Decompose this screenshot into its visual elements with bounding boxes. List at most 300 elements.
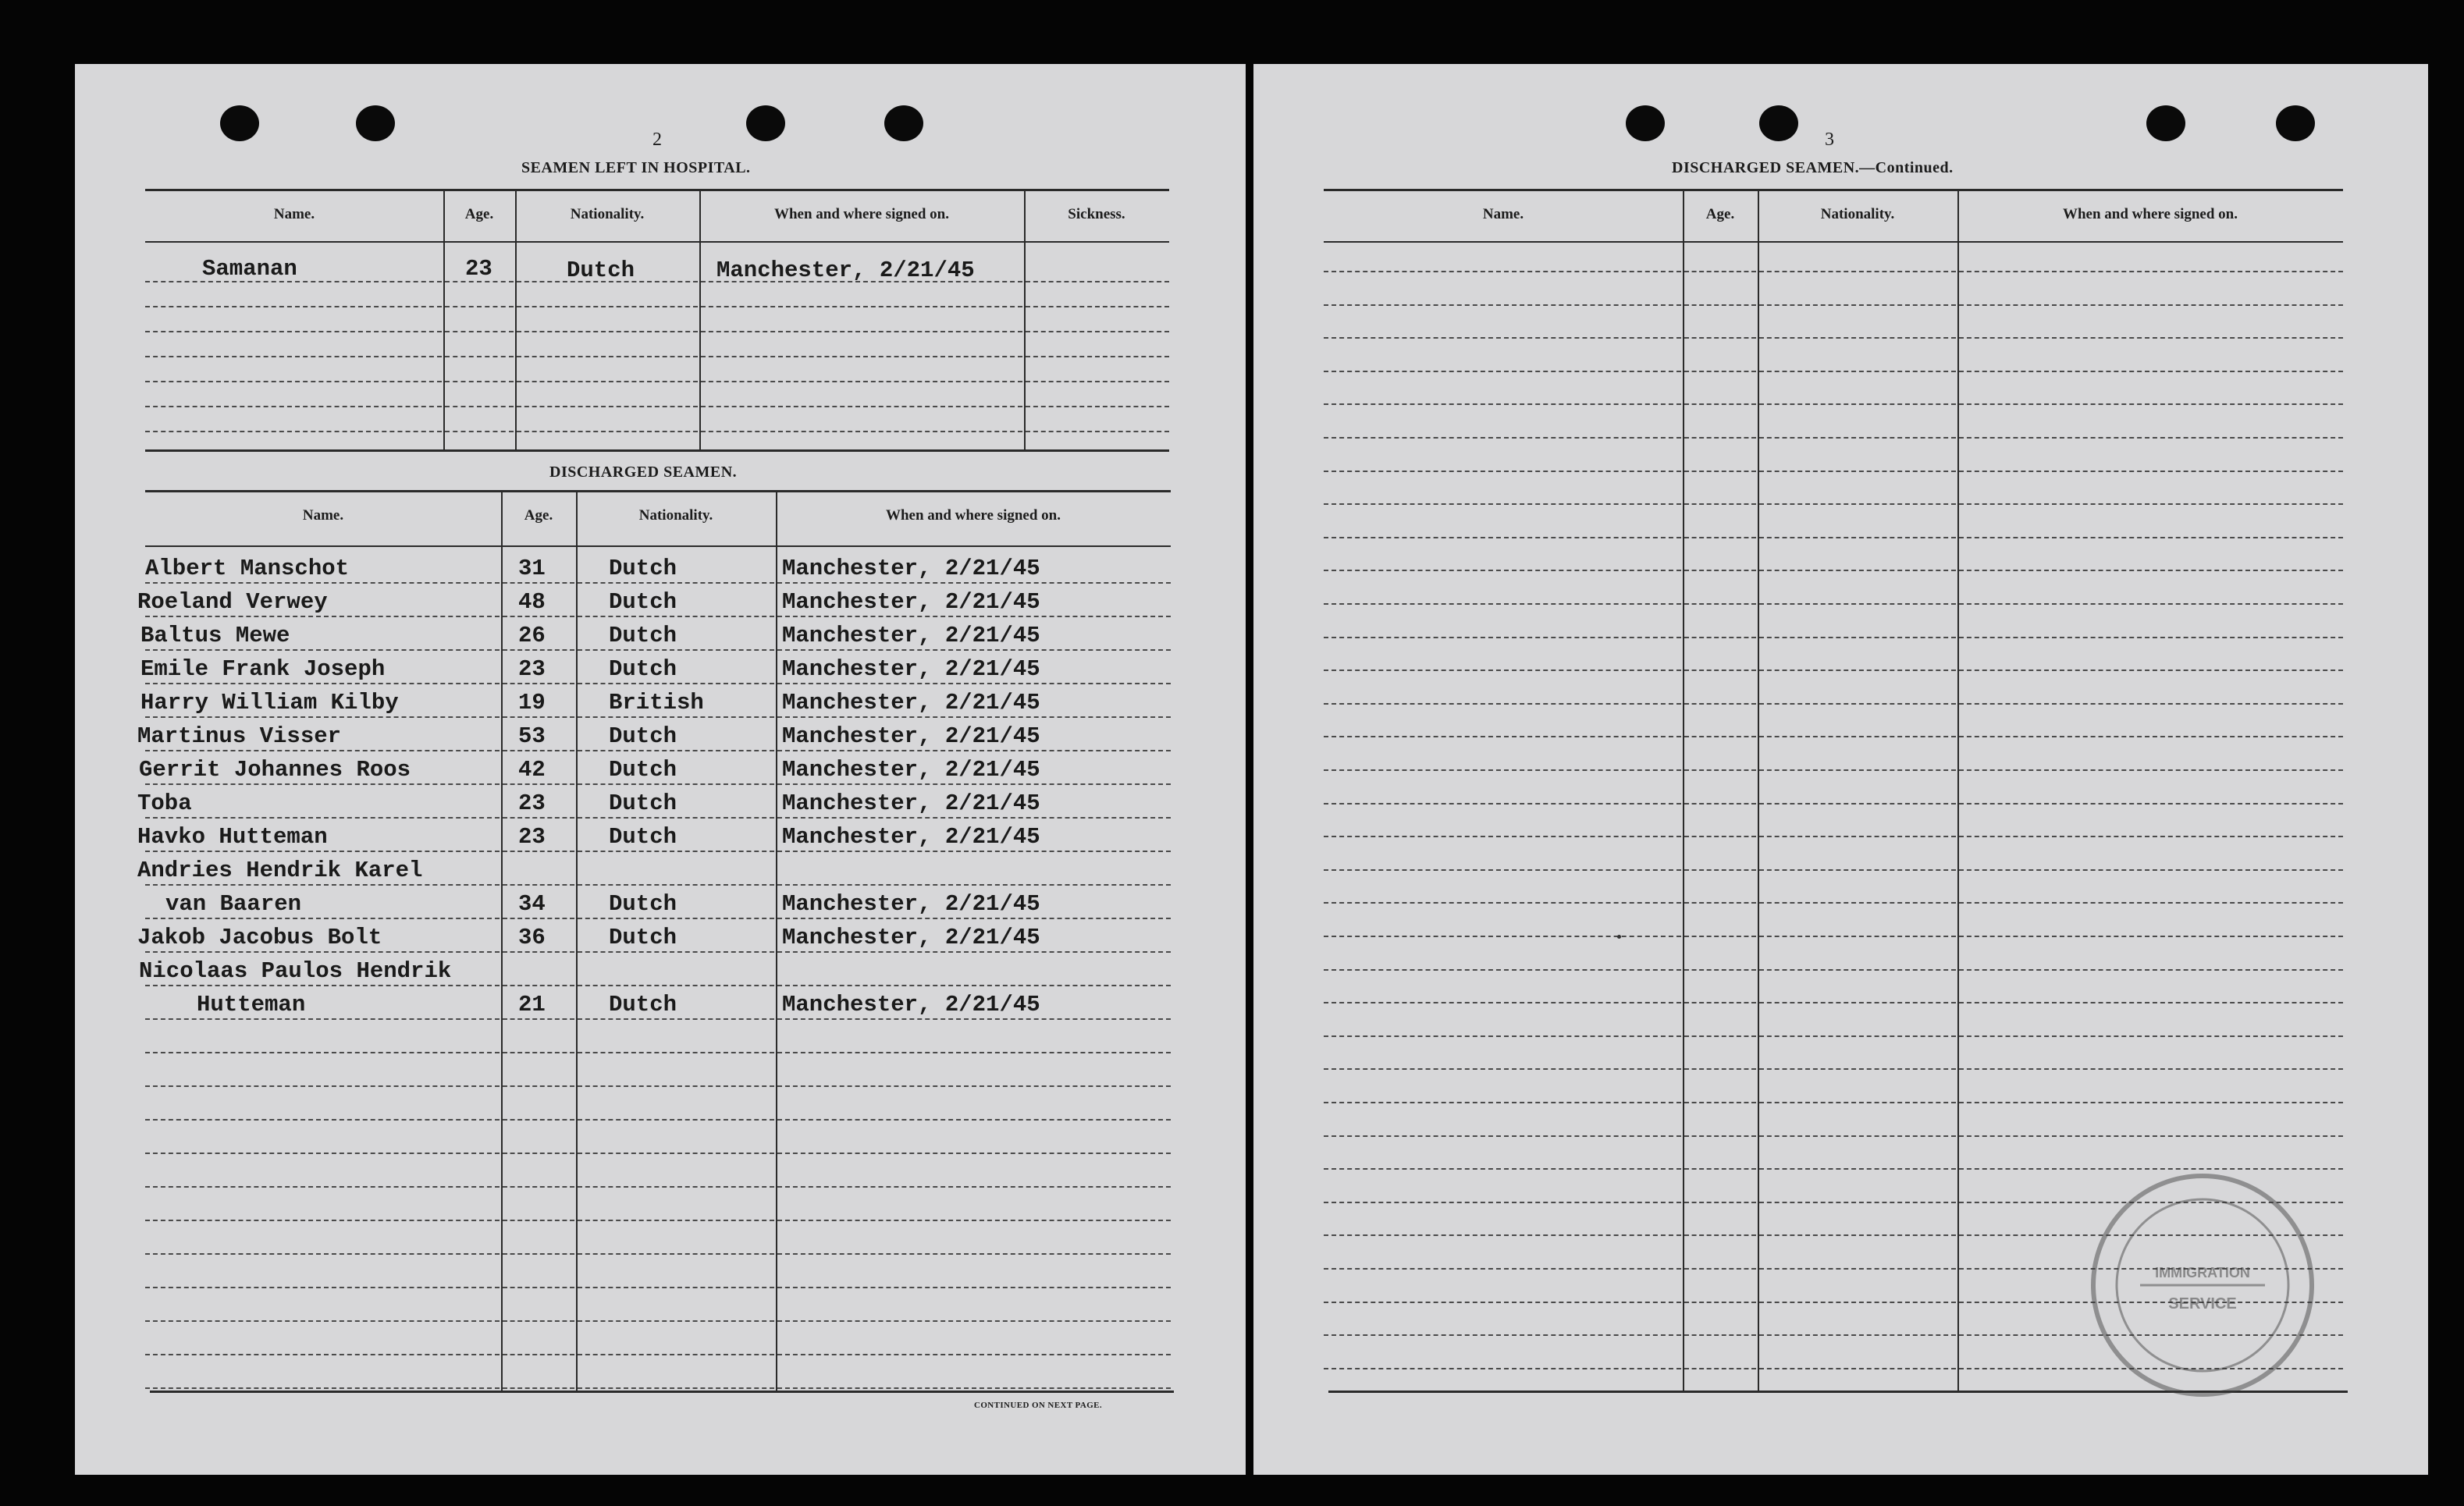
ruled-line [503,750,574,751]
hospital-col-name: Name. [273,206,315,222]
ruled-line [503,616,574,617]
right-col-nationality: Nationality. [1820,206,1895,222]
ruled-line [701,306,1022,307]
ruled-line [777,1186,1171,1188]
ruled-line [503,884,574,886]
ruled-line [578,1085,774,1087]
ruled-line [1759,437,1956,439]
ruled-line [701,331,1022,332]
ruled-line [1684,271,1756,272]
ruled-line [503,1387,574,1389]
ruled-line [701,381,1022,382]
discharged-row-age: 34 [518,891,546,917]
ruled-line [1684,803,1756,805]
ruled-line [1959,503,2343,505]
ruled-line [145,431,442,432]
discharged-row-age: 31 [518,556,546,581]
discharged-row-nationality: Dutch [609,757,677,783]
punch-hole [1626,105,1665,141]
ruled-line [145,582,500,584]
ruled-line [578,985,774,986]
ruled-line [1324,1102,1681,1103]
ruled-line [503,1287,574,1288]
ruled-line [145,951,500,953]
discharged-row-name: van Baaren [165,891,302,917]
ruled-line [1684,1234,1756,1236]
discharged-section-title: DISCHARGED SEAMEN. [549,464,738,481]
table-top-rule [145,189,1169,191]
ruled-line [1959,570,2343,571]
ruled-line [145,616,500,617]
ruled-line [145,1287,500,1288]
ruled-line [777,1320,1171,1322]
discharged-col-signed-on: When and where signed on. [885,507,1061,524]
ruled-line [777,683,1171,684]
table-top-rule [1324,189,2343,191]
ruled-line [578,783,774,785]
discharged-row-nationality: Dutch [609,656,677,682]
ruled-line [1324,1202,1681,1203]
hospital-row-signed-on: Manchester, 2/21/45 [716,258,975,283]
ruled-line [1959,1068,2343,1070]
ruled-line [1324,603,1681,605]
ruled-line [1959,537,2343,538]
ruled-line [777,716,1171,718]
ruled-line [445,356,514,357]
ruled-line [503,1320,574,1322]
ruled-line [503,1253,574,1255]
ruled-line [145,1354,500,1355]
ruled-line [145,649,500,651]
ruled-line [1324,471,1681,472]
ruled-line [1759,1202,1956,1203]
ruled-line [777,750,1171,751]
ruled-line [503,1119,574,1121]
ruled-line [145,817,500,819]
ruled-line [1759,1102,1956,1103]
ruled-line [145,356,442,357]
ruled-line [1026,281,1169,282]
ruled-line [1684,969,1756,971]
ruled-line [1759,902,1956,904]
ruled-line [517,331,698,332]
ruled-line [503,783,574,785]
ruled-line [1684,603,1756,605]
ruled-line [503,985,574,986]
ruled-line [1684,1168,1756,1170]
ruled-line [1759,637,1956,638]
ruled-line [578,851,774,852]
ruled-line [1959,1102,2343,1103]
discharged-row-signed-on: Manchester, 2/21/45 [782,925,1040,950]
ruled-line [777,918,1171,919]
discharged-row-nationality: Dutch [609,824,677,850]
ruled-line [1324,969,1681,971]
ruled-line [503,1085,574,1087]
ruled-line [1759,403,1956,405]
ruled-line [1959,670,2343,671]
ruled-line [503,683,574,684]
ruled-line [777,1052,1171,1053]
ruled-line [1324,337,1681,339]
ruled-line [1759,1268,1956,1270]
ruled-line [145,985,500,986]
ruled-line [1684,437,1756,439]
ruled-line [1684,403,1756,405]
discharged-row-name: Jakob Jacobus Bolt [137,925,382,950]
header-rule [1324,241,2343,243]
ruled-line [1684,869,1756,871]
ruled-line [578,1186,774,1188]
ruled-line [1759,603,1956,605]
ruled-line [1959,736,2343,737]
ruled-line [578,649,774,651]
punch-hole [1759,105,1798,141]
ruled-line [145,1387,500,1389]
column-divider [1024,190,1026,449]
discharged-row-age: 53 [518,723,546,749]
ruled-line [1759,337,1956,339]
ruled-line [1684,736,1756,737]
hospital-col-sickness: Sickness. [1068,206,1125,222]
ruled-line [145,750,500,751]
table-bottom-rule [150,1391,1174,1393]
ruled-line [777,582,1171,584]
ruled-line [777,817,1171,819]
ruled-line [701,431,1022,432]
ruled-line [1324,271,1681,272]
discharged-row-signed-on: Manchester, 2/21/45 [782,992,1040,1018]
ruled-line [777,1153,1171,1154]
ruled-line [777,1119,1171,1121]
ruled-line [1684,1334,1756,1336]
discharged-row-signed-on: Manchester, 2/21/45 [782,824,1040,850]
ruled-line [578,1052,774,1053]
ruled-line [1324,503,1681,505]
ruled-line [1324,703,1681,705]
ruled-line [777,1354,1171,1355]
ruled-line [777,649,1171,651]
ruled-line [145,331,442,332]
ruled-line [777,616,1171,617]
discharged-row-age: 23 [518,790,546,816]
ruled-line [503,582,574,584]
ruled-line [1959,703,2343,705]
ruled-line [1759,1234,1956,1236]
ruled-line [445,381,514,382]
ruled-line [1759,969,1956,971]
ruled-line [503,851,574,852]
ruled-line [1684,637,1756,638]
ruled-line [1684,670,1756,671]
ruled-line [777,1085,1171,1087]
discharged-row-signed-on: Manchester, 2/21/45 [782,757,1040,783]
ruled-line [1759,304,1956,306]
ruled-line [1026,431,1169,432]
right-col-signed-on: When and where signed on. [2062,206,2238,222]
ruled-line [1324,1068,1681,1070]
ruled-line [1959,936,2343,937]
ruled-line [1959,304,2343,306]
ruled-line [578,582,774,584]
ruled-line [1759,1068,1956,1070]
ruled-line [777,1220,1171,1221]
ruled-line [1026,381,1169,382]
ruled-line [1759,1368,1956,1369]
discharged-row-age: 26 [518,623,546,648]
ruled-line [145,1253,500,1255]
ruled-line [1684,1002,1756,1003]
ink-speck [1617,935,1621,939]
discharged-row-signed-on: Manchester, 2/21/45 [782,723,1040,749]
ruled-line [1759,1002,1956,1003]
hospital-row-age: 23 [465,256,492,282]
ruled-line [1684,337,1756,339]
ruled-line [1759,836,1956,837]
discharged-row-nationality: Dutch [609,556,677,581]
punch-hole [746,105,785,141]
header-rule [145,241,1169,243]
ruled-line [1324,769,1681,771]
ruled-line [1759,803,1956,805]
ruled-line [1324,1302,1681,1303]
ruled-line [777,851,1171,852]
ruled-line [1759,1135,1956,1137]
ruled-line [517,306,698,307]
discharged-row-name: Albert Manschot [145,556,350,581]
discharged-row-signed-on: Manchester, 2/21/45 [782,589,1040,615]
continued-note: CONTINUED ON NEXT PAGE. [974,1401,1103,1410]
ruled-line [1759,1168,1956,1170]
ruled-line [145,851,500,852]
stamp-text: IMMIGRATION [2155,1265,2250,1280]
discharged-row-age: 23 [518,656,546,682]
ruled-line [1959,403,2343,405]
ruled-line [145,1153,500,1154]
ruled-line [1684,503,1756,505]
ruled-line [1684,304,1756,306]
ruled-line [503,1220,574,1221]
discharged-row-name: Emile Frank Joseph [140,656,386,682]
ruled-line [578,1354,774,1355]
ruled-line [1959,337,2343,339]
ruled-line [578,1320,774,1322]
ruled-line [145,1186,500,1188]
ruled-line [1959,637,2343,638]
ruled-line [145,716,500,718]
discharged-row-name: Havko Hutteman [137,824,328,850]
ruled-line [578,884,774,886]
discharged-row-signed-on: Manchester, 2/21/45 [782,790,1040,816]
discharged-row-nationality: Dutch [609,723,677,749]
ruled-line [1324,1268,1681,1270]
ruled-line [145,918,500,919]
discharged-row-age: 42 [518,757,546,783]
discharged-row-nationality: Dutch [609,790,677,816]
ruled-line [1324,1135,1681,1137]
ruled-line [1324,670,1681,671]
ruled-line [1684,1035,1756,1037]
ruled-line [1684,902,1756,904]
ruled-line [1959,603,2343,605]
ruled-line [1759,503,1956,505]
ruled-line [145,683,500,684]
discharged-row-name: Nicolaas Paulos Hendrik [139,958,452,984]
discharged-row-signed-on: Manchester, 2/21/45 [782,623,1040,648]
ruled-line [701,356,1022,357]
ruled-line [1684,1102,1756,1103]
ruled-line [578,1018,774,1020]
ruled-line [145,783,500,785]
ruled-line [503,918,574,919]
discharged-row-nationality: Dutch [609,589,677,615]
ruled-line [1324,869,1681,871]
ruled-line [503,817,574,819]
ruled-line [1684,1068,1756,1070]
ruled-line [145,1018,500,1020]
ruled-line [1759,271,1956,272]
ruled-line [1026,306,1169,307]
ruled-line [1026,356,1169,357]
discharged-row-signed-on: Manchester, 2/21/45 [782,656,1040,682]
ruled-line [517,356,698,357]
ruled-line [503,649,574,651]
ruled-line [1324,836,1681,837]
ruled-line [145,1320,500,1322]
ruled-line [1759,1334,1956,1336]
hospital-row-name: Samanan [202,256,297,282]
ruled-line [1324,936,1681,937]
ruled-line [1324,902,1681,904]
ruled-line [578,1220,774,1221]
ruled-line [1684,769,1756,771]
ruled-line [1959,1035,2343,1037]
right-col-name: Name. [1482,206,1524,222]
discharged-col-nationality: Nationality. [638,507,713,524]
ruled-line [145,1220,500,1221]
discharged-row-name: Toba [137,790,192,816]
ruled-line [1324,1035,1681,1037]
ruled-line [1759,670,1956,671]
ruled-line [578,1387,774,1389]
right-manifest-page [1253,64,2428,1475]
continued-section-title: DISCHARGED SEAMEN.—Continued. [1672,159,1954,176]
ruled-line [1759,769,1956,771]
discharged-row-signed-on: Manchester, 2/21/45 [782,690,1040,716]
ruled-line [145,1119,500,1121]
ruled-line [1959,471,2343,472]
ruled-line [1324,803,1681,805]
ruled-line [1684,471,1756,472]
ruled-line [1324,371,1681,372]
discharged-col-age: Age. [524,507,553,524]
discharged-row-name: Hutteman [197,992,306,1018]
ruled-line [503,951,574,953]
ruled-line [578,1119,774,1121]
ruled-line [1684,936,1756,937]
page-number: 2 [652,130,662,150]
column-divider [576,492,578,1391]
discharged-row-age: 23 [518,824,546,850]
ruled-line [1684,1135,1756,1137]
ruled-line [145,381,442,382]
ruled-line [503,1018,574,1020]
ruled-line [1324,537,1681,538]
ruled-line [1959,969,2343,971]
ruled-line [777,1387,1171,1389]
ruled-line [1684,1268,1756,1270]
stamp-text: SERVICE [2168,1295,2237,1312]
ruled-line [578,616,774,617]
ruled-line [1759,1302,1956,1303]
ruled-line [701,406,1022,407]
ruled-line [1759,471,1956,472]
ruled-line [1759,371,1956,372]
ruled-line [578,1287,774,1288]
ruled-line [1759,936,1956,937]
ruled-line [1759,736,1956,737]
ruled-line [1959,1002,2343,1003]
punch-hole [220,105,259,141]
ruled-line [1684,703,1756,705]
ruled-line [1959,836,2343,837]
ruled-line [445,406,514,407]
ruled-line [503,1354,574,1355]
discharged-row-signed-on: Manchester, 2/21/45 [782,556,1040,581]
ruled-line [578,750,774,751]
ruled-line [445,306,514,307]
ruled-line [1959,437,2343,439]
ruled-line [1684,1368,1756,1369]
right-col-age: Age. [1705,206,1735,222]
hospital-section-title: SEAMEN LEFT IN HOSPITAL. [521,159,751,176]
ruled-line [445,331,514,332]
ruled-line [1324,1334,1681,1336]
header-rule [145,545,1171,547]
discharged-row-name: Andries Hendrik Karel [137,858,423,883]
hospital-col-age: Age. [464,206,494,222]
ruled-line [578,817,774,819]
discharged-row-age: 21 [518,992,546,1018]
ruled-line [1324,1168,1681,1170]
ruled-line [578,1253,774,1255]
ruled-line [445,431,514,432]
ruled-line [1324,570,1681,571]
ruled-line [578,951,774,953]
ruled-line [145,406,442,407]
ruled-line [1959,869,2343,871]
ruled-line [777,783,1171,785]
ruled-line [1324,637,1681,638]
ruled-line [517,381,698,382]
ruled-line [1684,1302,1756,1303]
discharged-row-nationality: Dutch [609,992,677,1018]
discharged-row-name: Roeland Verwey [137,589,328,615]
ruled-line [1684,836,1756,837]
left-manifest-page [75,64,1246,1475]
ruled-line [145,1052,500,1053]
ruled-line [777,884,1171,886]
ruled-line [503,1153,574,1154]
discharged-row-name: Baltus Mewe [140,623,290,648]
discharged-row-nationality: Dutch [609,925,677,950]
ruled-line [1959,371,2343,372]
hospital-row-nationality: Dutch [567,258,635,283]
ruled-line [1959,271,2343,272]
hospital-col-nationality: Nationality. [570,206,645,222]
column-divider [501,492,503,1391]
ruled-line [503,716,574,718]
